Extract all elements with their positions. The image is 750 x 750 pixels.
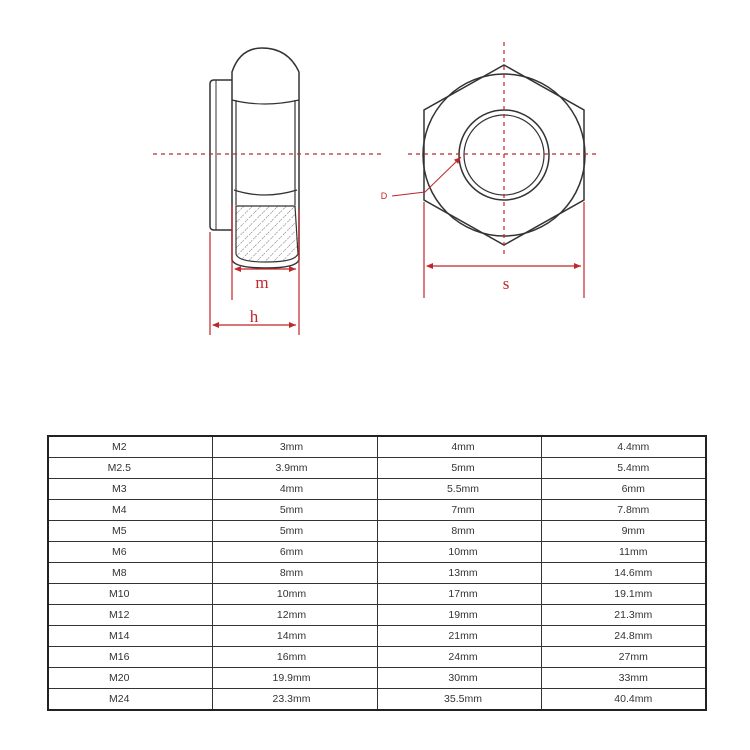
table-cell	[541, 436, 706, 458]
table-cell-text: 19.1mm	[614, 588, 653, 600]
hatched-section	[236, 206, 298, 262]
table-cell	[212, 458, 377, 479]
table-cell-text: M4	[111, 504, 127, 516]
table-row	[48, 668, 706, 689]
table-cell-text: 9mm	[621, 525, 645, 537]
table-cell-text: 16mm	[276, 651, 307, 663]
table-cell	[212, 563, 377, 584]
table-cell-text: 27mm	[618, 651, 648, 663]
table-cell-text: 5mm	[451, 462, 475, 474]
table-cell-text: 12mm	[276, 609, 307, 621]
table-cell-text: M24	[109, 693, 130, 705]
label-m: m	[255, 273, 269, 292]
table-cell	[541, 521, 706, 542]
table-cell	[377, 479, 541, 500]
table-cell	[212, 584, 377, 605]
table-cell	[541, 626, 706, 647]
table-cell-text: 6mm	[621, 483, 645, 495]
table-cell-text: 5.5mm	[446, 483, 480, 495]
table-cell-text: M2	[111, 441, 127, 453]
table-cell	[212, 436, 377, 458]
table-cell-text: 17mm	[448, 588, 478, 600]
table-cell-text: 21mm	[448, 630, 478, 642]
table-cell-text: 19mm	[448, 609, 478, 621]
table-cell-text: 19.9mm	[272, 672, 311, 684]
size-table	[47, 435, 707, 711]
table-cell	[377, 436, 541, 458]
table-cell-text: 33mm	[618, 672, 648, 684]
table-row	[48, 563, 706, 584]
table-cell-text: M10	[109, 588, 130, 600]
table-cell	[48, 626, 212, 647]
table-cell	[48, 605, 212, 626]
table-row	[48, 584, 706, 605]
table-cell	[377, 521, 541, 542]
table-cell	[48, 500, 212, 521]
table-cell-text: 8mm	[451, 525, 475, 537]
table-cell	[48, 584, 212, 605]
table-cell	[48, 563, 212, 584]
size-table-body	[48, 436, 706, 710]
table-cell-text: 3mm	[279, 441, 304, 453]
table-row	[48, 626, 706, 647]
table-cell	[212, 647, 377, 668]
table-cell-text: M20	[109, 672, 130, 684]
table-cell-text: M5	[111, 525, 127, 537]
table-row	[48, 458, 706, 479]
nut-crown	[232, 48, 299, 100]
table-row	[48, 647, 706, 668]
table-cell	[377, 626, 541, 647]
table-cell-text: 21.3mm	[614, 609, 653, 621]
table-cell-text: 23.3mm	[272, 693, 311, 705]
table-cell	[541, 563, 706, 584]
nylon-insert-outline	[210, 80, 232, 230]
table-cell-text: 7mm	[451, 504, 475, 516]
table-row	[48, 542, 706, 563]
table-cell	[212, 626, 377, 647]
table-row	[48, 436, 706, 458]
table-cell-text: 4.4mm	[617, 441, 650, 453]
table-cell-text: 14.6mm	[614, 567, 653, 579]
table-cell	[541, 458, 706, 479]
table-cell	[212, 668, 377, 689]
table-cell	[48, 458, 212, 479]
table-cell	[48, 647, 212, 668]
table-cell	[212, 605, 377, 626]
table-cell	[541, 689, 706, 711]
table-cell-text: M16	[109, 651, 130, 663]
table-cell-text: 8mm	[279, 567, 304, 579]
table-cell-text: M2.5	[107, 462, 131, 474]
table-cell	[377, 689, 541, 711]
table-row	[48, 605, 706, 626]
table-cell-text: 40.4mm	[614, 693, 653, 705]
table-cell-text: 10mm	[276, 588, 307, 600]
side-view	[210, 48, 299, 268]
table-cell	[377, 500, 541, 521]
table-cell-text: 35.5mm	[444, 693, 482, 705]
label-s: s	[502, 274, 510, 293]
table-cell	[212, 542, 377, 563]
table-cell	[377, 647, 541, 668]
table-row	[48, 500, 706, 521]
table-cell	[212, 689, 377, 711]
table-cell	[541, 605, 706, 626]
table-cell-text: 11mm	[619, 546, 648, 558]
table-row	[48, 479, 706, 500]
table-cell-text: M12	[109, 609, 130, 621]
table-cell	[212, 521, 377, 542]
table-cell	[377, 542, 541, 563]
table-cell	[541, 647, 706, 668]
table-cell	[541, 500, 706, 521]
table-row	[48, 689, 706, 711]
table-cell	[377, 668, 541, 689]
table-cell-text: 24mm	[448, 651, 478, 663]
table-cell-text: 5mm	[279, 504, 304, 516]
table-cell-text: M8	[111, 567, 127, 579]
table-cell-text: 7.8mm	[617, 504, 650, 516]
table-cell	[48, 668, 212, 689]
table-cell	[377, 584, 541, 605]
table-cell	[48, 542, 212, 563]
table-cell	[212, 500, 377, 521]
table-cell	[212, 479, 377, 500]
table-cell-text: 5mm	[279, 525, 304, 537]
table-cell	[541, 479, 706, 500]
table-cell	[48, 479, 212, 500]
table-cell-text: 10mm	[448, 546, 478, 558]
label-D: D	[380, 191, 388, 201]
table-cell-text: 4mm	[451, 441, 475, 453]
table-cell-text: 6mm	[279, 546, 304, 558]
table-cell	[48, 689, 212, 711]
table-cell-text: 13mm	[448, 567, 478, 579]
table-cell	[541, 542, 706, 563]
label-h: h	[249, 307, 259, 326]
table-cell-text: 14mm	[276, 630, 307, 642]
table-cell	[48, 436, 212, 458]
table-cell-text: 4mm	[279, 483, 304, 495]
table-cell	[541, 668, 706, 689]
table-cell	[377, 458, 541, 479]
table-row	[48, 521, 706, 542]
table-cell-text: M14	[109, 630, 130, 642]
table-cell-text: M3	[111, 483, 127, 495]
table-cell	[541, 584, 706, 605]
table-cell	[48, 521, 212, 542]
table-cell	[377, 563, 541, 584]
table-cell	[377, 605, 541, 626]
table-cell-text: 30mm	[448, 672, 478, 684]
table-cell-text: 5.4mm	[617, 462, 650, 474]
table-cell-text: 24.8mm	[614, 630, 653, 642]
table-cell-text: M6	[111, 546, 127, 558]
table-cell-text: 3.9mm	[275, 462, 308, 474]
